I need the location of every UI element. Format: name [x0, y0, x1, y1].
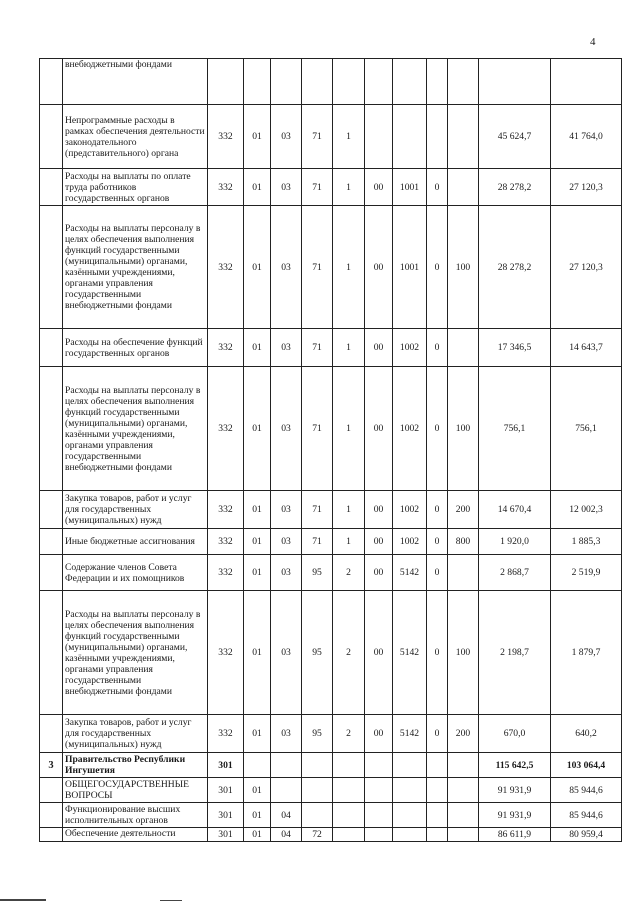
code-section: 01	[244, 555, 271, 591]
amount-executed: 27 120,3	[551, 169, 622, 206]
code-subsection	[271, 59, 302, 105]
code-subprogram	[333, 803, 365, 828]
code-ministry: 332	[208, 529, 244, 555]
code-expense-type	[448, 778, 479, 803]
code-program: 71	[302, 169, 333, 206]
code-ministry: 301	[208, 778, 244, 803]
code-direction: 5142	[393, 591, 427, 715]
code-extra: 0	[427, 591, 448, 715]
table-row	[40, 803, 622, 828]
code-expense-type	[448, 105, 479, 169]
code-extra: 0	[427, 715, 448, 753]
code-subprogram: 1	[333, 206, 365, 329]
code-section: 01	[244, 591, 271, 715]
code-program	[302, 778, 333, 803]
code-subsection: 04	[271, 803, 302, 828]
amount-executed: 80 959,4	[551, 828, 622, 842]
row-number	[40, 828, 63, 842]
code-subsection: 03	[271, 555, 302, 591]
code-ministry: 332	[208, 491, 244, 529]
code-subsection: 03	[271, 491, 302, 529]
amount-executed: 2 519,9	[551, 555, 622, 591]
row-number	[40, 59, 63, 105]
code-expense-type: 100	[448, 591, 479, 715]
code-section: 01	[244, 105, 271, 169]
code-measure	[365, 105, 393, 169]
amount-planned: 14 670,4	[479, 491, 551, 529]
row-name: Обеспечение деятельности	[63, 828, 208, 842]
code-direction: 1002	[393, 491, 427, 529]
code-program: 71	[302, 367, 333, 491]
amount-planned: 17 346,5	[479, 329, 551, 367]
code-subprogram	[333, 753, 365, 778]
code-extra: 0	[427, 529, 448, 555]
code-ministry: 301	[208, 803, 244, 828]
code-subsection	[271, 753, 302, 778]
code-program	[302, 753, 333, 778]
code-extra	[427, 105, 448, 169]
amount-planned	[479, 59, 551, 105]
page-number: 4	[590, 36, 596, 48]
code-subprogram: 2	[333, 715, 365, 753]
code-extra	[427, 778, 448, 803]
row-number	[40, 329, 63, 367]
code-expense-type	[448, 555, 479, 591]
scan-mark-right	[160, 900, 182, 901]
code-subprogram: 2	[333, 591, 365, 715]
code-subsection: 03	[271, 105, 302, 169]
code-subprogram: 1	[333, 169, 365, 206]
table-row	[40, 169, 622, 206]
code-program: 71	[302, 491, 333, 529]
amount-planned: 86 611,9	[479, 828, 551, 842]
code-program: 71	[302, 529, 333, 555]
amount-planned: 756,1	[479, 367, 551, 491]
code-measure: 00	[365, 555, 393, 591]
row-number	[40, 529, 63, 555]
code-direction: 5142	[393, 555, 427, 591]
code-direction	[393, 59, 427, 105]
code-section: 01	[244, 828, 271, 842]
code-program: 95	[302, 555, 333, 591]
amount-executed: 640,2	[551, 715, 622, 753]
row-name: Функционирование высших исполнительных органов	[63, 803, 208, 828]
amount-executed: 756,1	[551, 367, 622, 491]
row-number	[40, 803, 63, 828]
code-section	[244, 753, 271, 778]
amount-executed: 12 002,3	[551, 491, 622, 529]
code-expense-type: 100	[448, 206, 479, 329]
code-measure: 00	[365, 591, 393, 715]
code-program: 71	[302, 329, 333, 367]
code-program	[302, 803, 333, 828]
code-program: 71	[302, 206, 333, 329]
code-expense-type	[448, 329, 479, 367]
amount-executed: 1 885,3	[551, 529, 622, 555]
code-expense-type	[448, 828, 479, 842]
amount-planned: 28 278,2	[479, 206, 551, 329]
code-direction	[393, 803, 427, 828]
row-number	[40, 169, 63, 206]
amount-executed: 85 944,6	[551, 803, 622, 828]
code-measure	[365, 803, 393, 828]
code-measure	[365, 59, 393, 105]
code-ministry: 332	[208, 715, 244, 753]
budget-table	[39, 58, 622, 842]
amount-planned: 2 868,7	[479, 555, 551, 591]
code-ministry: 332	[208, 105, 244, 169]
code-section	[244, 59, 271, 105]
code-extra: 0	[427, 206, 448, 329]
code-subsection: 03	[271, 206, 302, 329]
code-expense-type: 200	[448, 715, 479, 753]
amount-planned: 45 624,7	[479, 105, 551, 169]
amount-planned: 1 920,0	[479, 529, 551, 555]
code-subsection: 03	[271, 367, 302, 491]
amount-planned: 91 931,9	[479, 803, 551, 828]
row-number	[40, 206, 63, 329]
code-subprogram: 1	[333, 367, 365, 491]
code-subprogram: 1	[333, 529, 365, 555]
row-name: Расходы на выплаты по оплате труда работников государственных органов	[63, 169, 208, 206]
code-expense-type: 800	[448, 529, 479, 555]
amount-executed	[551, 59, 622, 105]
code-ministry: 301	[208, 828, 244, 842]
code-measure: 00	[365, 529, 393, 555]
code-measure	[365, 753, 393, 778]
code-subsection	[271, 778, 302, 803]
row-number: 3	[40, 753, 63, 778]
code-measure: 00	[365, 715, 393, 753]
code-subprogram: 2	[333, 555, 365, 591]
code-direction	[393, 778, 427, 803]
code-extra	[427, 753, 448, 778]
code-subprogram	[333, 778, 365, 803]
row-name: Правительство Республики Ингушетия	[63, 753, 208, 778]
table-row	[40, 715, 622, 753]
code-direction	[393, 753, 427, 778]
code-program: 71	[302, 105, 333, 169]
code-direction: 5142	[393, 715, 427, 753]
amount-executed: 103 064,4	[551, 753, 622, 778]
code-subsection: 03	[271, 591, 302, 715]
code-ministry: 332	[208, 591, 244, 715]
code-program: 95	[302, 715, 333, 753]
amount-executed: 85 944,6	[551, 778, 622, 803]
code-ministry	[208, 59, 244, 105]
code-ministry: 301	[208, 753, 244, 778]
amount-executed: 14 643,7	[551, 329, 622, 367]
code-extra	[427, 828, 448, 842]
code-measure: 00	[365, 329, 393, 367]
table-row	[40, 778, 622, 803]
row-number	[40, 555, 63, 591]
row-number	[40, 367, 63, 491]
amount-planned: 91 931,9	[479, 778, 551, 803]
code-expense-type: 100	[448, 367, 479, 491]
code-extra: 0	[427, 367, 448, 491]
code-ministry: 332	[208, 169, 244, 206]
code-subprogram: 1	[333, 105, 365, 169]
code-program: 72	[302, 828, 333, 842]
table-row	[40, 206, 622, 329]
row-name: Иные бюджетные ассигнования	[63, 529, 208, 555]
code-section: 01	[244, 367, 271, 491]
table-row	[40, 329, 622, 367]
row-name: Закупка товаров, работ и услуг для государственных (муниципальных) нужд	[63, 491, 208, 529]
code-expense-type	[448, 59, 479, 105]
code-subsection: 03	[271, 715, 302, 753]
code-measure	[365, 778, 393, 803]
code-section: 01	[244, 206, 271, 329]
table-row	[40, 59, 622, 105]
code-subprogram: 1	[333, 329, 365, 367]
code-program	[302, 59, 333, 105]
code-subsection: 03	[271, 169, 302, 206]
table-row	[40, 529, 622, 555]
table-row	[40, 105, 622, 169]
row-name: Закупка товаров, работ и услуг для государственных (муниципальных) нужд	[63, 715, 208, 753]
row-name: Содержание членов Совета Федерации и их помощников	[63, 555, 208, 591]
row-name: Расходы на выплаты персоналу в целях обеспечения выполнения функций государственными (муниципальными) органами, казёнными учреждениями, органами управления государственными внебюджетными фондами	[63, 591, 208, 715]
code-direction	[393, 105, 427, 169]
table-row	[40, 753, 622, 778]
code-extra: 0	[427, 169, 448, 206]
amount-planned: 2 198,7	[479, 591, 551, 715]
code-ministry: 332	[208, 367, 244, 491]
code-measure: 00	[365, 169, 393, 206]
code-program: 95	[302, 591, 333, 715]
code-expense-type	[448, 803, 479, 828]
code-extra: 0	[427, 329, 448, 367]
code-section: 01	[244, 803, 271, 828]
code-measure	[365, 828, 393, 842]
code-ministry: 332	[208, 329, 244, 367]
code-measure: 00	[365, 491, 393, 529]
table-row	[40, 828, 622, 842]
row-number	[40, 491, 63, 529]
code-ministry: 332	[208, 555, 244, 591]
row-name: Расходы на выплаты персоналу в целях обеспечения выполнения функций государственными (муниципальными) органами, казёнными учреждениями, органами управления государственными внебюджетными фондами	[63, 206, 208, 329]
code-direction: 1002	[393, 329, 427, 367]
code-subprogram	[333, 59, 365, 105]
code-direction: 1002	[393, 529, 427, 555]
scan-mark-left	[0, 899, 46, 901]
row-name: Расходы на выплаты персоналу в целях обеспечения выполнения функций государственными (муниципальными) органами, казёнными учреждениями, органами управления государственными внебюджетными фондами	[63, 367, 208, 491]
code-section: 01	[244, 491, 271, 529]
table-row	[40, 555, 622, 591]
table-row	[40, 367, 622, 491]
code-extra	[427, 803, 448, 828]
row-name: Непрограммные расходы в рамках обеспечения деятельности законодательного (представительного) органа	[63, 105, 208, 169]
code-subprogram: 1	[333, 491, 365, 529]
code-section: 01	[244, 778, 271, 803]
code-subprogram	[333, 828, 365, 842]
code-direction	[393, 828, 427, 842]
code-extra: 0	[427, 491, 448, 529]
code-extra	[427, 59, 448, 105]
code-direction: 1002	[393, 367, 427, 491]
amount-planned: 670,0	[479, 715, 551, 753]
amount-executed: 41 764,0	[551, 105, 622, 169]
code-direction: 1001	[393, 206, 427, 329]
code-expense-type: 200	[448, 491, 479, 529]
row-number	[40, 715, 63, 753]
code-measure: 00	[365, 206, 393, 329]
row-number	[40, 591, 63, 715]
code-expense-type	[448, 169, 479, 206]
code-expense-type	[448, 753, 479, 778]
code-direction: 1001	[393, 169, 427, 206]
amount-planned: 115 642,5	[479, 753, 551, 778]
row-name: ОБЩЕГОСУДАРСТВЕННЫЕ ВОПРОСЫ	[63, 778, 208, 803]
code-subsection: 03	[271, 529, 302, 555]
code-ministry: 332	[208, 206, 244, 329]
code-section: 01	[244, 169, 271, 206]
code-section: 01	[244, 715, 271, 753]
row-name: внебюджетными фондами	[63, 59, 208, 105]
code-extra: 0	[427, 555, 448, 591]
table-row	[40, 591, 622, 715]
code-subsection: 03	[271, 329, 302, 367]
row-name: Расходы на обеспечение функций государственных органов	[63, 329, 208, 367]
amount-planned: 28 278,2	[479, 169, 551, 206]
amount-executed: 27 120,3	[551, 206, 622, 329]
code-measure: 00	[365, 367, 393, 491]
table-row	[40, 491, 622, 529]
amount-executed: 1 879,7	[551, 591, 622, 715]
row-number	[40, 778, 63, 803]
code-section: 01	[244, 529, 271, 555]
row-number	[40, 105, 63, 169]
code-subsection: 04	[271, 828, 302, 842]
code-section: 01	[244, 329, 271, 367]
